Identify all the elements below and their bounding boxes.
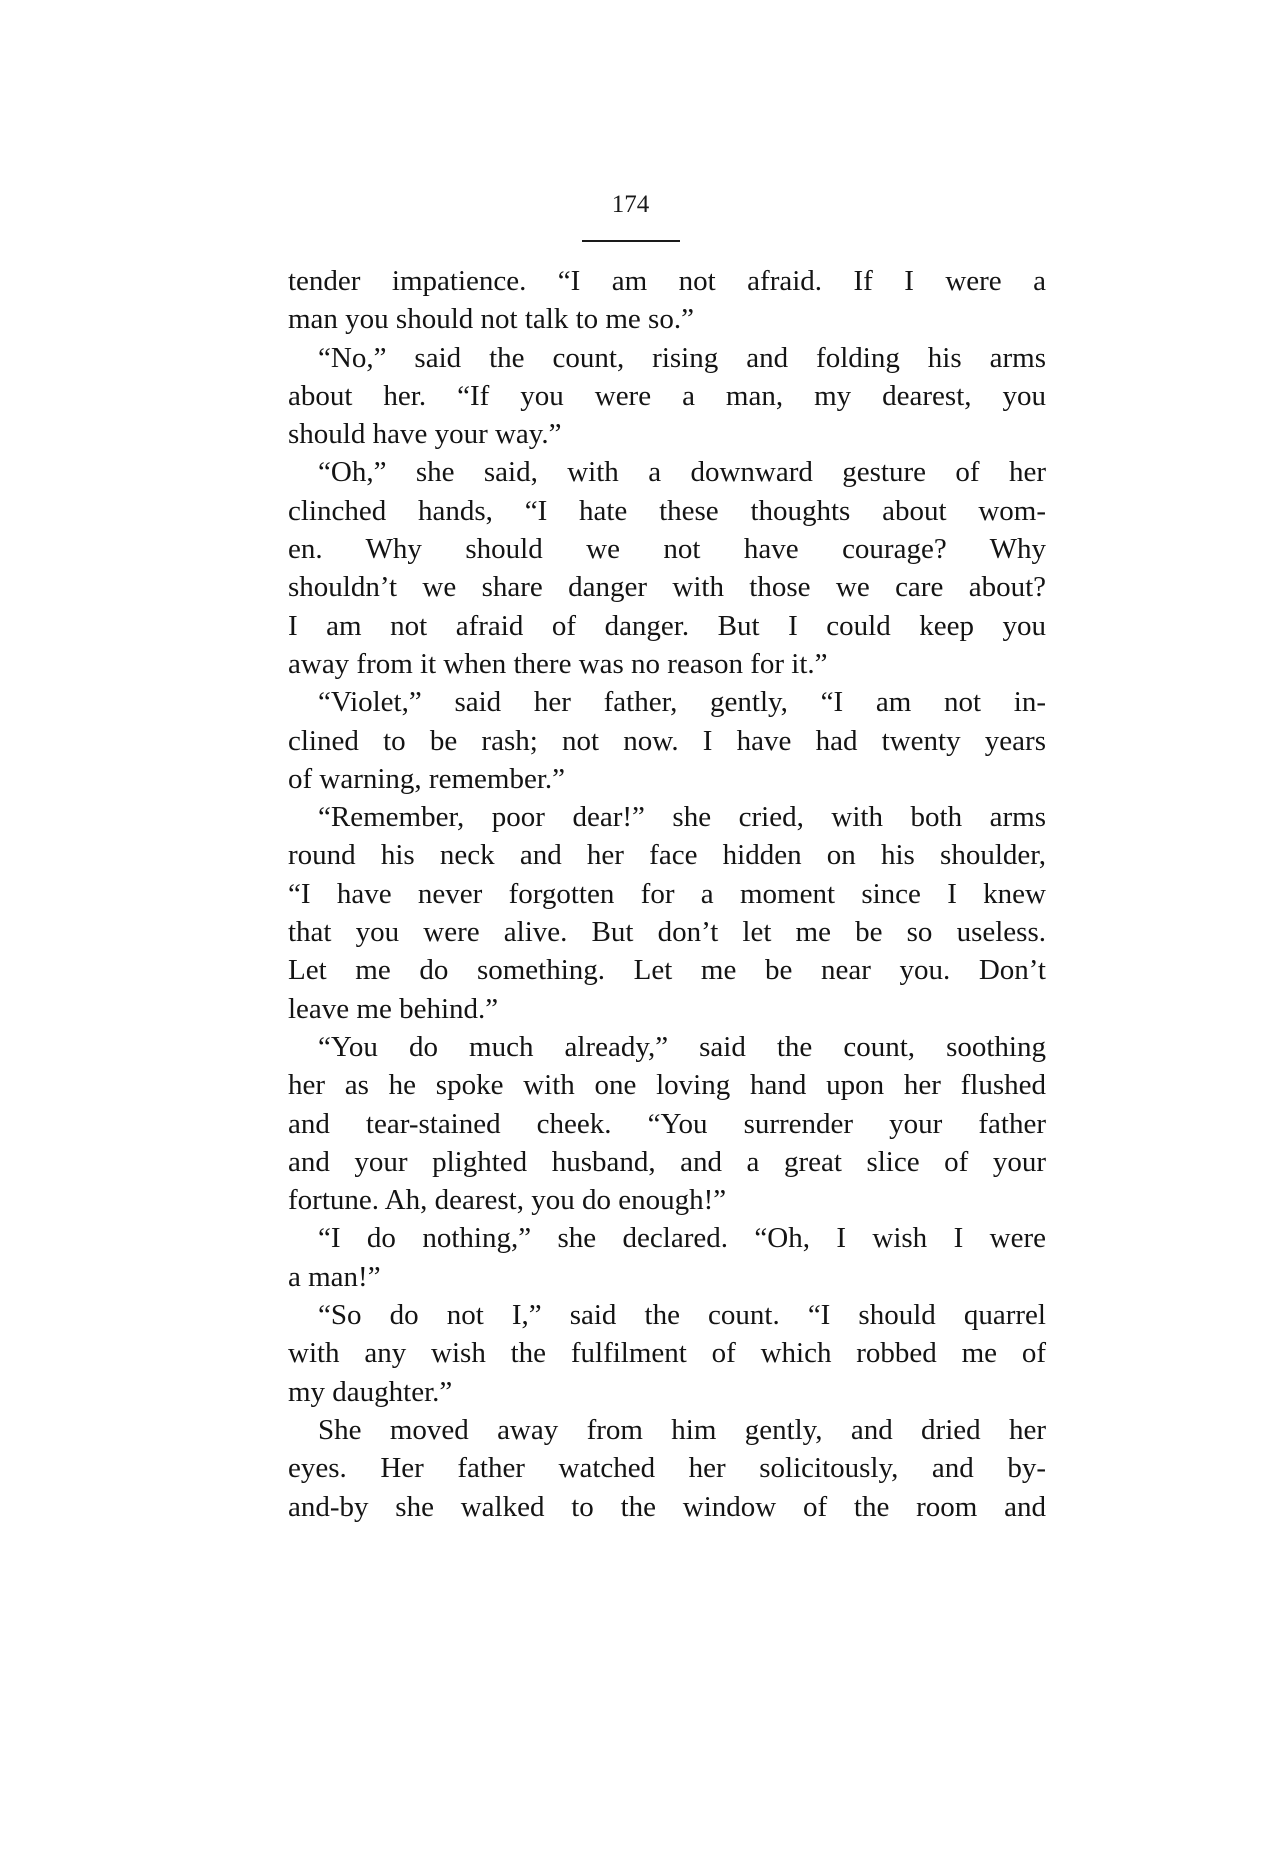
text-line: shouldn’t we share danger with those we care about? xyxy=(288,571,1046,604)
text-line: “Remember, poor dear!” she cried, with both arms xyxy=(318,801,1046,834)
text-line: away from it when there was no reason for it.” xyxy=(288,647,828,680)
text-line: leave me behind.” xyxy=(288,992,499,1025)
paragraph xyxy=(288,683,1046,798)
text-line: about her. “If you were a man, my dearest, you xyxy=(288,379,1046,412)
text-line: en. Why should we not have courage? Why xyxy=(288,533,1046,566)
text-line: “You do much already,” said the count, soothing xyxy=(318,1030,1046,1063)
text-line: “No,” said the count, rising and folding his arms xyxy=(318,341,1046,374)
paragraph xyxy=(288,1219,1046,1296)
text-line: of warning, remember.” xyxy=(288,762,566,795)
text-line: that you were alive. But don’t let me be so useless. xyxy=(288,916,1046,949)
text-line: eyes. Her father watched her solicitously, and by- xyxy=(288,1452,1046,1485)
body-text xyxy=(288,262,1046,1526)
text-line: Let me do something. Let me be near you. Don’t xyxy=(288,954,1046,987)
text-line: “Oh,” she said, with a downward gesture of her xyxy=(318,456,1046,489)
text-line: my daughter.” xyxy=(288,1375,453,1408)
paragraph xyxy=(288,262,1046,339)
text-line: should have your way.” xyxy=(288,418,562,451)
text-line: clined to be rash; not now. I have had twenty years xyxy=(288,724,1046,757)
paragraph xyxy=(288,1296,1046,1411)
text-line: round his neck and her face hidden on his shoulder, xyxy=(288,839,1046,872)
page-number: 174 xyxy=(611,191,650,218)
text-line: and-by she walked to the window of the room and xyxy=(288,1490,1046,1523)
text-line: I am not afraid of danger. But I could keep you xyxy=(288,609,1046,642)
text-line: “I have never forgotten for a moment since I knew xyxy=(288,877,1046,910)
text-line: and your plighted husband, and a great slice of your xyxy=(288,1145,1046,1178)
text-line: and tear-stained cheek. “You surrender your father xyxy=(288,1107,1046,1140)
text-line: clinched hands, “I hate these thoughts about wom- xyxy=(288,494,1046,527)
paragraph xyxy=(288,453,1046,683)
text-line: “Violet,” said her father, gently, “I am not in- xyxy=(318,686,1046,719)
paragraph xyxy=(288,798,1046,1028)
text-line: man you should not talk to me so.” xyxy=(288,303,694,336)
text-line: “So do not I,” said the count. “I should quarrel xyxy=(318,1299,1046,1332)
paragraph xyxy=(288,339,1046,454)
text-line: fortune. Ah, dearest, you do enough!” xyxy=(288,1184,727,1217)
text-line: with any wish the fulfilment of which robbed me of xyxy=(288,1337,1046,1370)
page-number-rule xyxy=(582,240,680,242)
text-line: a man!” xyxy=(288,1260,381,1293)
text-line: tender impatience. “I am not afraid. If I were a xyxy=(288,265,1046,297)
paragraph xyxy=(288,1028,1046,1219)
text-line: She moved away from him gently, and dried her xyxy=(318,1413,1046,1446)
paragraph xyxy=(288,1411,1046,1526)
text-line: her as he spoke with one loving hand upon her flushed xyxy=(288,1069,1046,1102)
text-line: “I do nothing,” she declared. “Oh, I wish I were xyxy=(318,1222,1046,1255)
